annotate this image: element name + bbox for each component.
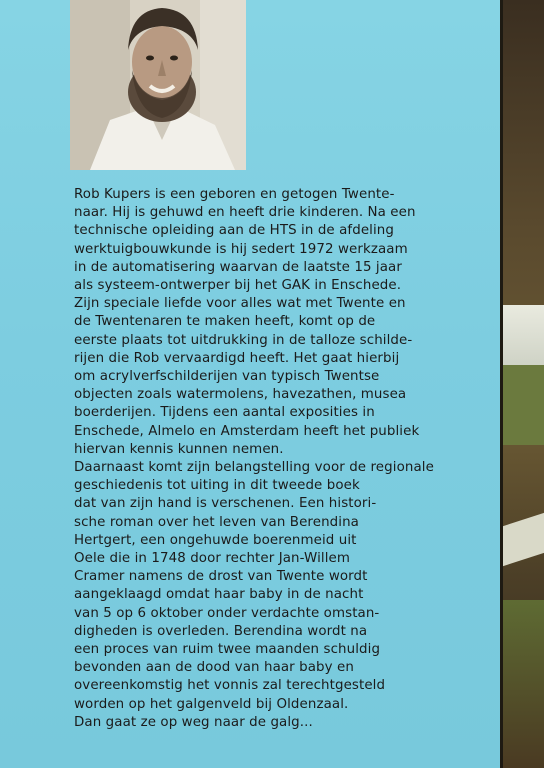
author-portrait-image [70,0,246,170]
bio-line: eerste plaats tot uitdrukking in de talloze schilde- [74,332,413,348]
bio-line: Daarnaast komt zijn belangstelling voor de regionale [74,460,434,476]
bio-line: bevonden aan de dood van haar baby en [74,660,354,676]
bio-line: om acrylverfschilderijen van typisch Twentse [74,369,380,385]
bio-line: Cramer namens de drost van Twente wordt [74,569,368,585]
painting-sky [500,305,544,365]
author-photo [70,0,246,170]
bio-line: Rob Kupers is een geboren en getogen Twente- [74,187,395,202]
painting-path [500,513,544,567]
bio-line: rijen die Rob vervaardigd heeft. Het gaat hierbij [74,350,400,366]
bio-line: als systeem-ontwerper bij het GAK in Enschede. [74,278,402,294]
bio-line: aangeklaagd omdat haar baby in de nacht [74,587,364,603]
bio-line: Hertgert, een ongehuwde boerenmeid uit [74,532,357,548]
bio-line: worden op het galgenveld bij Oldenzaal. [74,696,349,712]
bio-line: hiervan kennis kunnen nemen. [74,441,284,457]
bio-line: een proces van ruim twee maanden schuldig [74,642,381,658]
bio-line: dat van zijn hand is verschenen. Een histori- [74,496,377,512]
bio-line: Zijn speciale liefde voor alles wat met Twente en [74,296,406,312]
bio-line: Enschede, Almelo en Amsterdam heeft het publiek [74,423,420,439]
bio-line: de Twentenaren te maken heeft, komt op de [74,314,376,330]
bio-line: sche roman over het leven van Berendina [74,514,359,530]
bio-line: Oele die in 1748 door rechter Jan-Willem [74,551,351,567]
author-biography [74,186,494,732]
painting-ground [500,600,544,768]
bio-line: objecten zoals watermolens, havezathen, musea [74,387,407,403]
bio-line: naar. Hij is gehuwd en heeft drie kinderen. Na een [74,205,416,221]
bio-line: boerderijen. Tijdens een aantal exposities in [74,405,375,421]
bio-line: overeenkomstig het vonnis zal terechtgesteld [74,678,386,694]
bio-line: technische opleiding aan de HTS in de afdeling [74,223,394,239]
bio-line: geschiedenis tot uiting in dit tweede boek [74,478,360,494]
painting-edge [500,0,503,768]
bio-line: in de automatisering waarvan de laatste 15 jaar [74,259,402,275]
painting-field [500,365,544,445]
bio-line: werktuigbouwkunde is hij sedert 1972 werkzaam [74,241,408,257]
bio-line: van 5 op 6 oktober onder verdachte omstan- [74,605,380,621]
bio-line: digheden is overleden. Berendina wordt na [74,623,368,639]
bio-line: Dan gaat ze op weg naar de galg... [74,714,313,730]
cover-painting-strip [500,0,544,768]
